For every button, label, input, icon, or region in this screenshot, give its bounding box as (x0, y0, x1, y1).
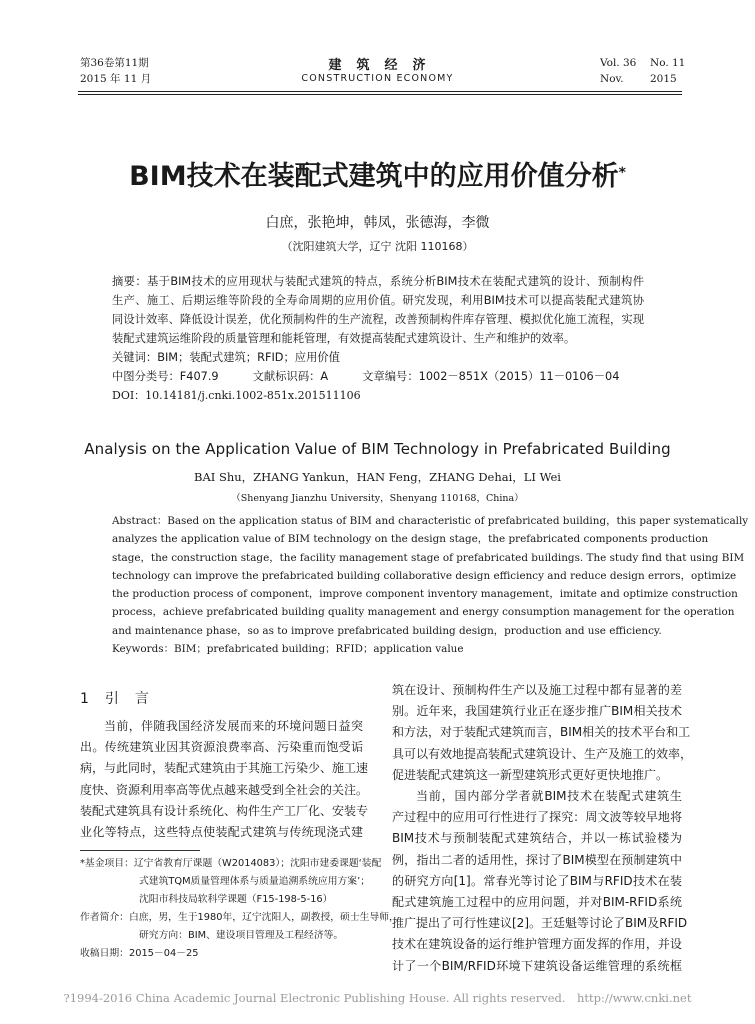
abstract-en-line: stage，the construction stage，the facility management stage of prefabricated buildings. The study find that using BIM (112, 551, 745, 564)
article-title-cn: BIM技术在装配式建筑中的应用价值分析* (129, 161, 626, 192)
body-line: 出。传统建筑业因其资源浪费率高、污染重而饱受诟 (80, 740, 363, 755)
article-title-en: Analysis on the Application Value of BIM Technology in Prefabricated Building (84, 440, 671, 458)
header-vol: Vol. 36 (600, 57, 637, 69)
author-line: 白庶，男，生于1980年，辽宁沈阳人，副教授，硕士生导师， (128, 912, 399, 923)
abstract-en (112, 512, 749, 640)
abstract-cn-line: 同设计效率、降低设计误差，优化预制构件的生产流程，改善预制构件库存管理、模拟优化施工流程，实现 (112, 313, 644, 326)
abstract-cn-line: 摘要：基于BIM技术的应用现状与装配式建筑的特点，系统分析BIM技术在装配式建筑的设计、预制构件 (112, 275, 644, 288)
intro-paragraph-left (80, 716, 369, 843)
header-journal-cn: 建 筑 经 济 (328, 58, 427, 73)
body-line: 例，指出二者的适用性，探讨了BIM模型在预制建筑中 (392, 852, 682, 867)
header-rule-top (78, 91, 682, 92)
header-date-cn: 2015 年 11 月 (80, 73, 152, 85)
fund-line: 沈阳市科技局软科学课题（F15-198-5-16） (139, 894, 333, 905)
received-date: 收稿日期：2015－04－25 (80, 948, 199, 959)
body-line: 技术在建筑设备的运行维护管理方面发挥的作用，并设 (392, 937, 682, 952)
abstract-cn (112, 272, 644, 348)
body-line: 当前，国内部分学者就BIM技术在装配式建筑生 (416, 789, 682, 804)
authors-cn: 白庶，张艳坤，韩凤，张德海，李微 (265, 215, 490, 231)
header-volume-cn: 第36卷第11期 (80, 57, 149, 69)
header-rule-bottom (78, 94, 682, 95)
abstract-en-line: Abstract：Based on the application status of BIM and characteristic of prefabricated building，this paper systematically (112, 515, 749, 527)
abstract-en-line: process，achieve prefabricated building quality management and energy consumption management for the operation (112, 606, 735, 619)
body-line: 计了一个BIM/RFID环境下建筑设备运维管理的系统框 (392, 958, 682, 973)
body-line: 业化等特点，这些特点使装配式建筑与传统现浇式建 (80, 825, 363, 840)
body-line: 筑在设计、预制构件生产以及施工过程中都有显著的差 (392, 683, 682, 697)
body-line: 病，与此同时，装配式建筑由于其施工污染少、施工速 (80, 761, 369, 776)
intro-paragraph-right (392, 680, 693, 977)
fund-label: *基金项目： (80, 858, 134, 869)
abstract-cn-line: 生产、施工、后期运维等阶段的全寿命周期的应用价值。研究发现，利用BIM技术可以提高装配式建筑协 (112, 294, 644, 307)
body-line: 具可以有效地提高装配式建筑设计、生产及施工的效率， (392, 746, 693, 761)
section-heading: 1 引 言 (80, 691, 150, 707)
header-journal-en: CONSTRUCTION ECONOMY (301, 73, 454, 84)
body-line: BIM技术与预制装配式建筑结合，并以一栋试验楼为 (392, 831, 682, 846)
header-no: No. 11 (650, 57, 686, 69)
affiliation-en: （Shenyang Jianzhu University，Shenyang 110168，China） (231, 493, 524, 504)
affiliation-cn: （沈阳建筑大学，辽宁 沈阳 110168） (281, 240, 474, 253)
classification-line (112, 367, 652, 386)
body-line: 产过程中的应用可行性进行了探究：周文波等较早地将 (392, 810, 682, 825)
keywords-en: Keywords：BIM；prefabricated building；RFID；application value (112, 643, 464, 655)
keywords-cn: 关键词：BIM；装配式建筑；RFID；应用价值 (112, 351, 340, 364)
doi: DOI：10.14181/j.cnki.1002-851x.201511106 (112, 389, 361, 402)
copyright-footer: ?1994-2016 China Academic Journal Electronic Publishing House. All rights reserved. http://www.cnki.net (63, 991, 692, 1005)
abstract-en-line: the production process of component，improve component inventory management，imitate and optimize construction (112, 588, 738, 601)
body-line: 当前，伴随我国经济发展而来的环境问题日益突 (104, 719, 363, 733)
title-footnote-mark: * (618, 165, 626, 181)
footnotes (80, 855, 399, 963)
body-line: 别。近年来，我国建筑行业正在逐步推广BIM相关技术 (392, 704, 682, 719)
abstract-en-line: analyzes the application value of BIM technology on the design stage，the prefabricated components production (112, 533, 709, 546)
body-line: 配式建筑施工过程中的应用问题，并对BIM-RFID系统 (392, 895, 682, 910)
header-month: Nov. (600, 73, 624, 85)
body-line: 和方法，对于装配式建筑而言，BIM相关的技术平台和工 (392, 725, 691, 740)
abstract-en-line: and maintenance phase，so as to improve prefabricated building design，production and use efficiency. (112, 624, 662, 637)
body-line: 促进装配式建筑这一新型建筑形式更好更快地推广。 (392, 767, 669, 782)
author-label: 作者简介： (80, 912, 129, 923)
header-year: 2015 (650, 73, 677, 85)
body-line: 装配式建筑具有设计系统化、构件生产工厂化、安装专 (80, 803, 369, 818)
doc-code-cn: 文献标识码：A (252, 370, 329, 383)
abstract-cn-line: 装配式建筑运维阶段的质量管理和能耗管理，有效提高装配式建筑设计、生产和维护的效率。 (112, 332, 576, 345)
fund-line: 式建筑TQM质量管理体系与质量追溯系统应用方案’； (139, 876, 370, 887)
body-line: 度快、资源利用率高等优点越来越受到全社会的关注。 (80, 782, 369, 797)
authors-en: BAI Shu，ZHANG Yankun，HAN Feng，ZHANG Dehai，LI Wei (194, 470, 561, 484)
article-no-cn: 文章编号：1002－851X（2015）11－0106－04 (362, 370, 620, 383)
footnote-rule (80, 850, 200, 851)
body-line: 推广提出了可行性建议[2]。王廷魁等讨论了BIM及RFID (392, 916, 688, 931)
author-line: 研究方向：BIM、建设项目管理及工程经济等。 (139, 930, 344, 941)
abstract-en-line: technology can improve the prefabricated building collaborative design efficiency and reduce design errors，optimize (112, 569, 737, 582)
classification-cn: 中图分类号：F407.9 (112, 370, 219, 383)
body-line: 的研究方向[1]。常春光等讨论了BIM与RFID技术在装 (392, 873, 682, 888)
fund-line: 辽宁省教育厅课题（W2014083）；沈阳市建委课题‘装配 (133, 858, 382, 869)
